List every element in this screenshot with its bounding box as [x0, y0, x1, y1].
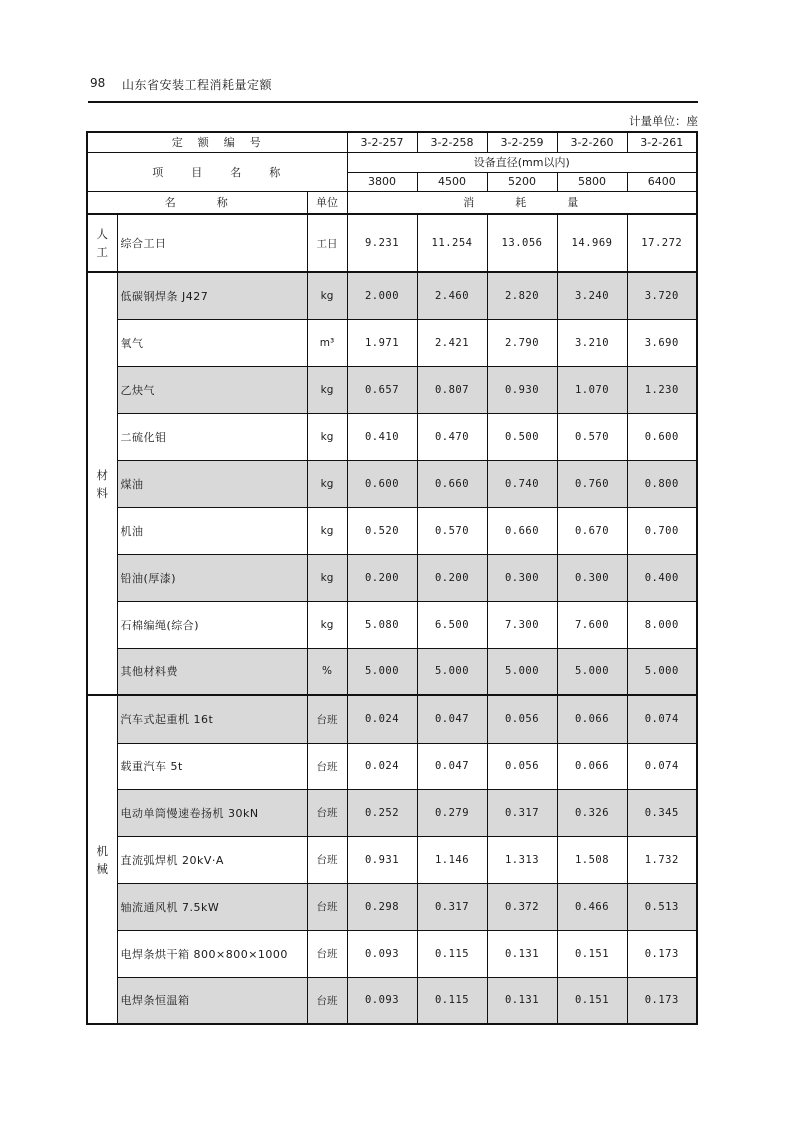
quota-code: 3-2-260 — [557, 132, 627, 152]
table-row — [87, 836, 697, 883]
item-unit: kg — [307, 413, 347, 460]
table-row — [87, 214, 697, 272]
consumption-value: 0.151 — [557, 977, 627, 1024]
item-name: 乙炔气 — [117, 366, 307, 413]
item-unit: kg — [307, 601, 347, 648]
consumption-value: 0.470 — [417, 413, 487, 460]
item-unit: 工日 — [307, 214, 347, 272]
consumption-value: 1.508 — [557, 836, 627, 883]
table-row — [87, 695, 697, 743]
item-name: 汽车式起重机 16t — [117, 695, 307, 743]
consumption-value: 0.807 — [417, 366, 487, 413]
quota-code: 3-2-259 — [487, 132, 557, 152]
table-row — [87, 648, 697, 695]
consumption-value: 8.000 — [627, 601, 697, 648]
category-char: 机 — [96, 843, 108, 858]
table-row — [87, 366, 697, 413]
table-row — [87, 743, 697, 789]
consumption-value: 0.131 — [487, 930, 557, 977]
diameter-value: 4500 — [417, 172, 487, 191]
item-unit: kg — [307, 460, 347, 507]
consumption-value: 0.298 — [347, 883, 417, 930]
consumption-value: 1.070 — [557, 366, 627, 413]
consumption-value: 0.066 — [557, 743, 627, 789]
item-name: 电焊条烘干箱 800×800×1000 — [117, 930, 307, 977]
consumption-value: 0.600 — [347, 460, 417, 507]
item-name: 直流弧焊机 20kV·A — [117, 836, 307, 883]
table-row — [87, 319, 697, 366]
consumption-value: 0.115 — [417, 930, 487, 977]
category-char: 料 — [96, 485, 108, 500]
item-name: 煤油 — [117, 460, 307, 507]
category-char: 械 — [96, 861, 108, 876]
consumption-value: 0.066 — [557, 695, 627, 743]
item-name: 机油 — [117, 507, 307, 554]
item-unit: % — [307, 648, 347, 695]
consumption-value: 0.173 — [627, 930, 697, 977]
consumption-value: 2.460 — [417, 272, 487, 319]
item-unit: 台班 — [307, 930, 347, 977]
consumption-value: 0.930 — [487, 366, 557, 413]
consumption-value: 0.300 — [487, 554, 557, 601]
item-unit: 台班 — [307, 789, 347, 836]
item-unit: kg — [307, 507, 347, 554]
consumption-value: 3.690 — [627, 319, 697, 366]
consumption-value: 6.500 — [417, 601, 487, 648]
page-header — [88, 73, 698, 103]
category-char: 工 — [96, 245, 108, 259]
consumption-value: 3.720 — [627, 272, 697, 319]
table-row — [87, 977, 697, 1024]
consumption-value: 0.279 — [417, 789, 487, 836]
consumption-value: 0.093 — [347, 930, 417, 977]
consumption-value: 2.421 — [417, 319, 487, 366]
item-name: 二硫化钼 — [117, 413, 307, 460]
consumption-value: 2.820 — [487, 272, 557, 319]
consumption-value: 2.790 — [487, 319, 557, 366]
consumption-value: 0.600 — [627, 413, 697, 460]
item-name: 载重汽车 5t — [117, 743, 307, 789]
consumption-value: 0.047 — [417, 743, 487, 789]
item-unit: kg — [307, 366, 347, 413]
diameter-value: 3800 — [347, 172, 417, 191]
consumption-value: 0.345 — [627, 789, 697, 836]
consumption-value: 0.657 — [347, 366, 417, 413]
item-unit: kg — [307, 272, 347, 319]
diameter-value: 5800 — [557, 172, 627, 191]
consumption-value: 0.093 — [347, 977, 417, 1024]
consumption-value: 0.200 — [347, 554, 417, 601]
table-row — [87, 883, 697, 930]
page-number: 98 — [90, 76, 106, 90]
consumption-value: 0.131 — [487, 977, 557, 1024]
item-name: 电动单筒慢速卷扬机 30kN — [117, 789, 307, 836]
consumption-value: 0.660 — [417, 460, 487, 507]
consumption-value: 0.200 — [417, 554, 487, 601]
item-unit: kg — [307, 554, 347, 601]
consumption-value: 14.969 — [557, 214, 627, 272]
consumption-value: 0.024 — [347, 695, 417, 743]
item-name: 综合工日 — [117, 214, 307, 272]
consumption-value: 0.760 — [557, 460, 627, 507]
table-row — [87, 507, 697, 554]
diameter-value: 5200 — [487, 172, 557, 191]
category-label-material — [87, 272, 117, 695]
item-name: 低碳钢焊条 J427 — [117, 272, 307, 319]
consumption-value: 0.115 — [417, 977, 487, 1024]
consumption-value: 1.971 — [347, 319, 417, 366]
table-row — [87, 272, 697, 319]
item-unit: m³ — [307, 319, 347, 366]
book-title: 山东省安装工程消耗量定额 — [122, 78, 273, 92]
consumption-value: 5.000 — [487, 648, 557, 695]
consumption-value: 0.300 — [557, 554, 627, 601]
consumption-value: 0.047 — [417, 695, 487, 743]
item-name: 其他材料费 — [117, 648, 307, 695]
name-column-label: 名 称 — [87, 191, 307, 214]
consumption-value: 0.173 — [627, 977, 697, 1024]
diameter-label: 设备直径(mm以内) — [347, 152, 697, 172]
consumption-value: 0.024 — [347, 743, 417, 789]
consumption-value: 13.056 — [487, 214, 557, 272]
item-name: 铅油(厚漆) — [117, 554, 307, 601]
item-unit: 台班 — [307, 695, 347, 743]
quota-code: 3-2-258 — [417, 132, 487, 152]
consumption-value: 17.272 — [627, 214, 697, 272]
item-name: 石棉编绳(综合) — [117, 601, 307, 648]
consumption-value: 0.372 — [487, 883, 557, 930]
category-label-labor — [87, 214, 117, 272]
consumption-value: 0.740 — [487, 460, 557, 507]
table-row — [87, 413, 697, 460]
table-row — [87, 554, 697, 601]
category-label-machine — [87, 695, 117, 1024]
item-unit: 台班 — [307, 977, 347, 1024]
consumption-value: 0.570 — [557, 413, 627, 460]
consumption-value: 0.317 — [417, 883, 487, 930]
consumption-value: 5.000 — [627, 648, 697, 695]
consumption-value: 0.513 — [627, 883, 697, 930]
item-name: 电焊条恒温箱 — [117, 977, 307, 1024]
consumption-value: 3.240 — [557, 272, 627, 319]
item-unit: 台班 — [307, 743, 347, 789]
consumption-value: 3.210 — [557, 319, 627, 366]
consumption-value: 11.254 — [417, 214, 487, 272]
consumption-value: 0.056 — [487, 743, 557, 789]
quota-code: 3-2-261 — [627, 132, 697, 152]
consumption-value: 0.931 — [347, 836, 417, 883]
consumption-value: 1.313 — [487, 836, 557, 883]
consumption-value: 0.326 — [557, 789, 627, 836]
table-row — [87, 460, 697, 507]
quota-table — [86, 131, 698, 1025]
consumption-value: 0.074 — [627, 695, 697, 743]
item-unit: 台班 — [307, 836, 347, 883]
consumption-value: 7.300 — [487, 601, 557, 648]
consumption-value: 7.600 — [557, 601, 627, 648]
consumption-value: 1.230 — [627, 366, 697, 413]
item-name: 氧气 — [117, 319, 307, 366]
consumption-value: 0.520 — [347, 507, 417, 554]
consumption-value: 5.080 — [347, 601, 417, 648]
consumption-value: 0.670 — [557, 507, 627, 554]
consumption-value: 2.000 — [347, 272, 417, 319]
item-unit: 台班 — [307, 883, 347, 930]
consumption-value: 1.732 — [627, 836, 697, 883]
quota-code: 3-2-257 — [347, 132, 417, 152]
diameter-value: 6400 — [627, 172, 697, 191]
consumption-value: 0.252 — [347, 789, 417, 836]
consumption-value: 0.074 — [627, 743, 697, 789]
unit-column-label: 单位 — [307, 191, 347, 214]
item-name-label: 项 目 名 称 — [87, 152, 347, 191]
table-row — [87, 789, 697, 836]
consumption-value: 0.466 — [557, 883, 627, 930]
consumption-value: 5.000 — [347, 648, 417, 695]
consumption-value: 5.000 — [417, 648, 487, 695]
quota-code-label: 定 额 编 号 — [87, 132, 347, 152]
table-row — [87, 601, 697, 648]
category-char: 人 — [96, 227, 108, 241]
item-name: 轴流通风机 7.5kW — [117, 883, 307, 930]
consumption-value: 0.660 — [487, 507, 557, 554]
consumption-value: 0.410 — [347, 413, 417, 460]
consumption-value: 0.500 — [487, 413, 557, 460]
unit-note: 计量单位：座 — [629, 114, 698, 128]
consumption-value: 0.700 — [627, 507, 697, 554]
consumption-value: 0.056 — [487, 695, 557, 743]
consumption-label: 消 耗 量 — [347, 191, 697, 214]
consumption-value: 1.146 — [417, 836, 487, 883]
consumption-value: 0.800 — [627, 460, 697, 507]
category-char: 材 — [96, 467, 108, 482]
table-row — [87, 930, 697, 977]
consumption-value: 0.400 — [627, 554, 697, 601]
consumption-value: 9.231 — [347, 214, 417, 272]
consumption-value: 5.000 — [557, 648, 627, 695]
consumption-value: 0.570 — [417, 507, 487, 554]
consumption-value: 0.317 — [487, 789, 557, 836]
consumption-value: 0.151 — [557, 930, 627, 977]
